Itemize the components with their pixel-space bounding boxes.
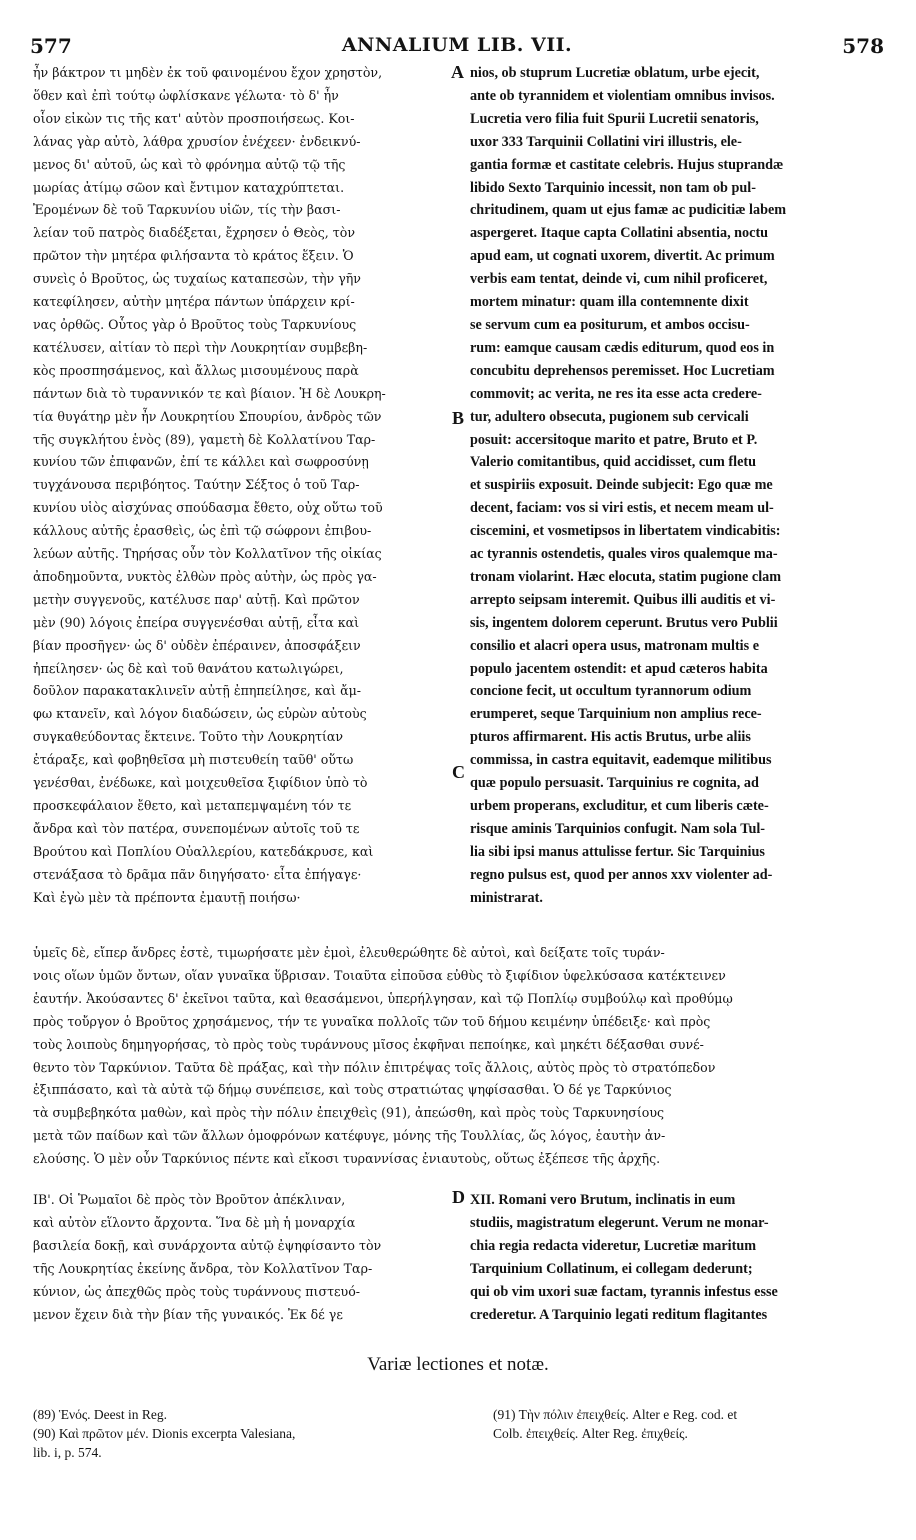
text-line: Ἐρομένων δὲ τοῦ Ταρκυνίου υἱῶν, τίς τὴν βασι- (33, 202, 341, 218)
text-line: tur, adultero obsecuta, pugionem sub cervicali (470, 408, 749, 425)
text-line: nios, ob stuprum Lucretiæ oblatum, urbe ejecit, (470, 65, 760, 81)
text-line: ministrarat. (470, 889, 543, 906)
text-line: κυνίου υἱὸς αἰσχύνας σπούδασμα ἔθετο, οὐχ οὕτω τοῦ (33, 500, 383, 516)
text-line: ΙΒ'. Οἱ Ῥωμαῖοι δὲ πρὸς τὸν Βροῦτον ἀπέκλιναν, (33, 1192, 346, 1207)
text-line: κατεφίλησεν, αὐτὴν μητέρα πάντων ὑπάρχειν κρί- (33, 294, 355, 310)
text-line: Valerio comitantibus, quid accidisset, cum fletu (470, 454, 756, 471)
text-line: risque aminis Tarquinios confugit. Nam sola Tul- (470, 820, 766, 837)
text-line: τία θυγάτηρ μὲν ἦν Λουκρητίου Σπουρίου, ἀνδρὸς τῶν (33, 408, 382, 424)
text-line: chia regia redacta videretur, Lucretiæ maritum (470, 1237, 757, 1254)
text-line: quæ populo persuasit. Tarquinius re cognita, ad (470, 775, 759, 792)
margin-letter-c: C (452, 762, 465, 782)
greek-full-width-passage (33, 942, 879, 1171)
text-line: ὅθεν καὶ ἐπὶ τούτῳ ὠφλίσκανε γέλωτα· τὸ δ' ἦν (33, 87, 339, 103)
text-line: ἐξιππάσατο, καὶ τὰ αὐτὰ τῷ δήμῳ συνέπεισε, καὶ τοὺς στρατιώτας ψηφίσασθαι. Ὁ δέ γε Ταρκύνιος (33, 1082, 672, 1098)
text-line: κὸς προσπησάμενος, καὶ ἄλλως μισουμένους παρὰ (33, 362, 359, 378)
text-line: ἑαυτήν. Ἀκούσαντες δ' ἐκεῖνοι ταῦτα, καὶ θεασάμενοι, ὑπερήλγησαν, καὶ τῷ Ποπλίῳ συμβούλῳ καὶ προθύμῳ (33, 990, 733, 1006)
text-line: συνεὶς ὁ Βροῦτος, ὡς τυχαίως καταπεσὼν, τὴν γῆν (33, 271, 361, 287)
text-line: ελούσης. Ὁ μὲν οὖν Ταρκύνιος πέντε καὶ εἴκοσι τυραννίσας ἐνιαυτοὺς, οὕτως ἐξέπεσε τῆς ἀρχῆς. (33, 1151, 661, 1167)
text-line: XII. Romani vero Brutum, inclinatis in eum (470, 1192, 736, 1208)
text-line: (91) Τὴν πόλιν ἐπειχθείς. Alter e Reg. cod. et (493, 1407, 738, 1422)
text-line: Lucretia vero filia fuit Spurii Lucretii senatoris, (470, 110, 759, 127)
text-line: ἀποδημοῦντα, νυκτὸς ἐλθὼν πρὸς αὐτὴν, ὡς πρὸς γα- (33, 568, 377, 584)
text-line: lia sibi ipsi manus attulisse fertur. Sic Tarquinius (470, 843, 765, 860)
text-line: concubitu deprehensos peremisset. Hoc Lucretiam (470, 362, 775, 379)
text-line: lib. i, p. 574. (33, 1445, 102, 1460)
text-line: (90) Καὶ πρῶτον μέν. Dionis excerpta Valesiana, (33, 1426, 296, 1441)
text-line: posuit: accersitoque marito et patre, Bruto et P. (470, 431, 758, 448)
text-line: μετὰ τῶν παίδων καὶ τῶν ἄλλων ὁμοφρόνων κατέφυγε, μόνης τῆς Τουλλίας, ὥς λόγος, ἑαυτὴν ἀν- (33, 1128, 666, 1144)
text-line: νοις οἵων ὑμῶν ὄντων, οἵαν γυναῖκα ὕβρισαν. Τοιαῦτα εἰποῦσα εὐθὺς τὸ ξιφίδιον ὑφελκύσασα κατέκτεινεν (33, 967, 726, 983)
text-line: Καὶ ἐγὼ μὲν τὰ πρέποντα ἐμαυτῇ ποιήσω· (33, 889, 301, 905)
text-line: erumperet, seque Tarquinium non amplius rece- (470, 706, 762, 723)
text-line: crederetur. A Tarquinio legati reditum flagitantes (470, 1306, 768, 1323)
text-line: libido Sexto Tarquinio incessit, non tam ob pul- (470, 179, 756, 196)
text-line: κατέλυσεν, αἰτίαν τὸ περὶ τὴν Λουκρητίαν συμβεβη- (33, 339, 368, 355)
running-title: ANNALIUM LIB. VII. (341, 34, 573, 56)
notes-left-column (33, 1405, 453, 1462)
text-line: et suspiriis exposuit. Deinde subjecit: Ego quæ me (470, 477, 773, 494)
text-line: populo jacentem ostendit: et apud cæteros habita (470, 660, 768, 677)
text-line: ac tyrannis ostendetis, quales viros qualemque ma- (470, 546, 778, 563)
text-line: πρῶτον τὴν μητέρα φιλήσαντα τὸ κράτος ἕξειν. Ὁ (33, 248, 354, 264)
greek-column-lower (33, 1189, 463, 1326)
text-line: λείαν τοῦ πατρὸς διαδέξεται, ἔχρησεν ὁ Θεὸς, τὸν (33, 225, 356, 241)
text-line: λάνας γὰρ αὐτὸ, λάθρα χρυσίον ἐνέχεεν· ἐνδεικνύ- (33, 133, 361, 149)
text-line: pturos affirmarent. His actis Brutus, urbe aliis (470, 729, 751, 746)
text-line: πρὸς τοὔργον ὁ Βροῦτος χρησάμενος, τήν τε γυναῖκα πολλοῖς τῶν τοῦ δήμου κειμένην ὑπέδειξε· καὶ πρὸς (33, 1013, 711, 1029)
text-line: βασιλεία δοκῇ, καὶ συνάρχοντα αὐτῷ ἐψηφίσαντο τὸν (33, 1237, 382, 1253)
text-line: commovit; ac verita, ne res ita esse acta credere- (470, 385, 762, 402)
text-line: φω κτανεῖν, καὶ λόγον διαδώσειν, ὡς εὑρὼν αὐτοὺς (33, 706, 367, 722)
text-line: concione fecit, ut occultum tyrannorum odium (470, 683, 752, 700)
text-line: στενάξασα τὸ δρᾶμα πᾶν διηγήσατο· εἶτα ἐπήγαγε· (33, 866, 362, 882)
text-line: mortem minatur: quam illa contemnente dixit (470, 294, 749, 311)
text-line: βίαν προσῆγεν· ὡς δ' οὐδὲν ἐπέραινεν, ἀποσφάξειν (33, 637, 361, 653)
text-line: sis, ingentem dolorem ceperunt. Brutus vero Publii (470, 614, 778, 631)
text-line: νας ὀρθῶς. Οὗτος γὰρ ὁ Βροῦτος τοὺς Ταρκυνίους (33, 316, 357, 332)
text-line: aspergeret. Itaque capta Collatini absentia, noctu (470, 225, 769, 242)
margin-letter-d: D (452, 1187, 465, 1207)
text-line: προσκεφάλαιον ἔθετο, καὶ μεταπεμψαμένη τόν τε (33, 798, 352, 813)
text-line: ἄνδρα καὶ τὸν πατέρα, συνεπομένων αὐτοῖς τοῦ τε (33, 820, 360, 836)
text-line: uxor 333 Tarquinii Collatini viri illustris, ele- (470, 133, 742, 150)
text-line: τοὺς λοιποὺς δημηγορήσας, τὸ πρὸς τοὺς τυράννους μῖσος ἐκφῆναι πεποίηκε, καὶ μηκέτι δέξασθαι συνέ- (33, 1036, 704, 1052)
text-line: urbem properans, excluditur, et cum liberis cæte- (470, 798, 769, 814)
text-line: καὶ αὐτὸν εἵλοντο ἄρχοντα. Ἵνα δὲ μὴ ἡ μοναρχία (33, 1214, 356, 1230)
greek-column-upper (33, 62, 463, 910)
variae-lectiones-heading: Variæ lectiones et notæ. (367, 1354, 549, 1375)
text-line: ἦν βάκτρον τι μηδὲν ἐκ τοῦ φαινομένου ἔχον χρηστὸν, (33, 65, 383, 80)
text-line: chritudinem, quam ut ejus famæ ac pudicitiæ labem (470, 202, 787, 219)
text-line: commissa, in castra equitavit, eademque militibus (470, 752, 772, 769)
text-line: qui ob vim uxori suæ factam, tyrannis infestus esse (470, 1283, 778, 1300)
text-line: ciscemini, et vosmetipsos in libertatem vindicabitis: (470, 523, 781, 540)
text-line: ἐτάραξε, καὶ φοβηθεῖσα μὴ πιστευθείη ταῦθ' οὕτω (33, 752, 354, 768)
page-number-left: 577 (30, 34, 72, 58)
text-line: rum: eamque causam cædis editurum, quod eos in (470, 339, 775, 356)
margin-letter-a: A (451, 62, 464, 82)
text-line: se servum cum ea positurum, et ambos occisu- (470, 316, 750, 333)
text-line: μὲν (90) λόγοις ἐπείρα συγγενέσθαι αὐτῇ, εἶτα καὶ (33, 614, 360, 630)
text-line: ὑμεῖς δὲ, εἴπερ ἄνδρες ἐστὲ, τιμωρήσατε μὲν ἐμοὶ, ἐλευθερώθητε δὲ αὐτοὶ, καὶ δείξατε τοῖς τυράν- (33, 945, 665, 960)
text-line: Colb. ἐπειχθείς. Alter Reg. ἐπιχθείς. (493, 1426, 688, 1441)
text-line: δοῦλον παρακατακλινεῖν αὐτῇ ἐπηπείλησε, καὶ ἄμ- (33, 683, 362, 699)
text-line: Tarquinium Collatinum, ei collegam dederunt; (470, 1260, 753, 1277)
text-line: τὰ συμβεβηκότα μαθὼν, καὶ πρὸς τὴν πόλιν ἐπειχθεὶς (91), ἀπεώσθη, καὶ πρὸς τοὺς Ταρκυνησίους (33, 1105, 665, 1121)
text-line: ἠπείλησεν· ὡς δὲ καὶ τοῦ θανάτου κατωλιγώρει, (33, 660, 344, 676)
text-line: tronam violarint. Hæc elocuta, statim pugione clam (470, 568, 782, 585)
text-line: λεύων αὐτῆς. Τηρήσας οὖν τὸν Κολλατῖνον τῆς οἰκίας (33, 546, 382, 562)
text-line: γενέσθαι, ἐνέδωκε, καὶ μοιχευθεῖσα ξιφίδιον ὑπὸ τὸ (33, 775, 368, 791)
text-line: μωρίας ἀτίμῳ σῶον καὶ ἔντιμον καταχρύπτεται. (33, 179, 345, 195)
text-line: τῆς Λουκρητίας ἐκείνης ἄνδρα, τὸν Κολλατῖνον Ταρ- (33, 1260, 373, 1276)
text-line: τῆς συγκλήτου ἑνὸς (89), γαμετὴ δὲ Κολλατίνου Ταρ- (33, 431, 376, 447)
text-line: μενος δι' αὐτοῦ, ὡς καὶ τὸ φρόνημα αὐτῷ τῷ τῆς (33, 156, 346, 172)
text-line: decent, faciam: vos si viri estis, et necem meam ul- (470, 500, 774, 517)
text-line: consilio et alacri opera usus, matronam multis e (470, 637, 759, 654)
text-line: regno pulsus est, quod per annos xxv violenter ad- (470, 866, 773, 883)
text-line: ante ob tyrannidem et violentiam omnibus invisos. (470, 87, 775, 104)
page-number-right: 578 (842, 34, 884, 58)
text-line: κυνίου τῶν ἐπιφανῶν, ἐπί τε κάλλει καὶ σωφροσύνῃ (33, 454, 369, 470)
text-line: οἷον εἰκὼν τις τῆς κατ' αὐτὸν προσποιήσεως. Κοι- (33, 110, 355, 126)
latin-column-upper (470, 62, 878, 910)
text-line: μετὴν συγγενοῦς, κατέλυσε παρ' αὐτῇ. Καὶ πρῶτον (33, 591, 360, 607)
text-line: κύνιον, ὡς ἀπεχθῶς πρὸς τοὺς τυράννους πιστευό- (33, 1283, 361, 1299)
text-line: verbis eam tentat, deinde vi, cum nihil proficeret, (470, 271, 768, 288)
text-line: (89) Ἑνός. Deest in Reg. (33, 1407, 168, 1422)
margin-letter-b: B (452, 408, 465, 428)
notes-right-column (493, 1405, 879, 1443)
text-line: πάντων διὰ τὸ τυραννικόν τε καὶ βίαιον. Ἡ δὲ Λουκρη- (33, 385, 386, 401)
text-line: studiis, magistratum elegerunt. Verum ne monar- (470, 1214, 769, 1231)
text-line: gantia formæ et castitate celebris. Hujus stuprandæ (470, 156, 784, 173)
page-header (30, 34, 884, 60)
text-line: μενον ἔχειν διὰ τὴν βίαν τῆς γυναικός. Ἐκ δέ γε (33, 1306, 343, 1322)
text-line: συγκαθεύδοντας ἔκτεινε. Τοῦτο τὴν Λουκρητίαν (33, 729, 344, 745)
latin-column-lower (470, 1189, 878, 1326)
text-line: τυγχάνουσα περιβόητος. Ταύτην Σέξτος ὁ τοῦ Ταρ- (33, 477, 360, 493)
text-line: arrepto seipsam interemit. Quibus illi auditis et vi- (470, 591, 776, 608)
text-line: κάλλους αὐτῆς ἐρασθεὶς, ὡς ἐπὶ τῷ σώφρονι ἐπιβου- (33, 523, 372, 539)
text-line: apud eam, ut cognati uxorem, divertit. Ac primum (470, 248, 775, 265)
text-line: Βρούτου καὶ Ποπλίου Οὐαλλερίου, κατεδάκρυσε, καὶ (33, 843, 374, 859)
text-line: θεντο τὸν Ταρκύνιον. Ταῦτα δὲ πράξας, καὶ τὴν πόλιν ἐπιτρέψας τοῖς ἄλλοις, αὐτὸς πρὸς τὸ στρατόπεδον (33, 1059, 716, 1075)
